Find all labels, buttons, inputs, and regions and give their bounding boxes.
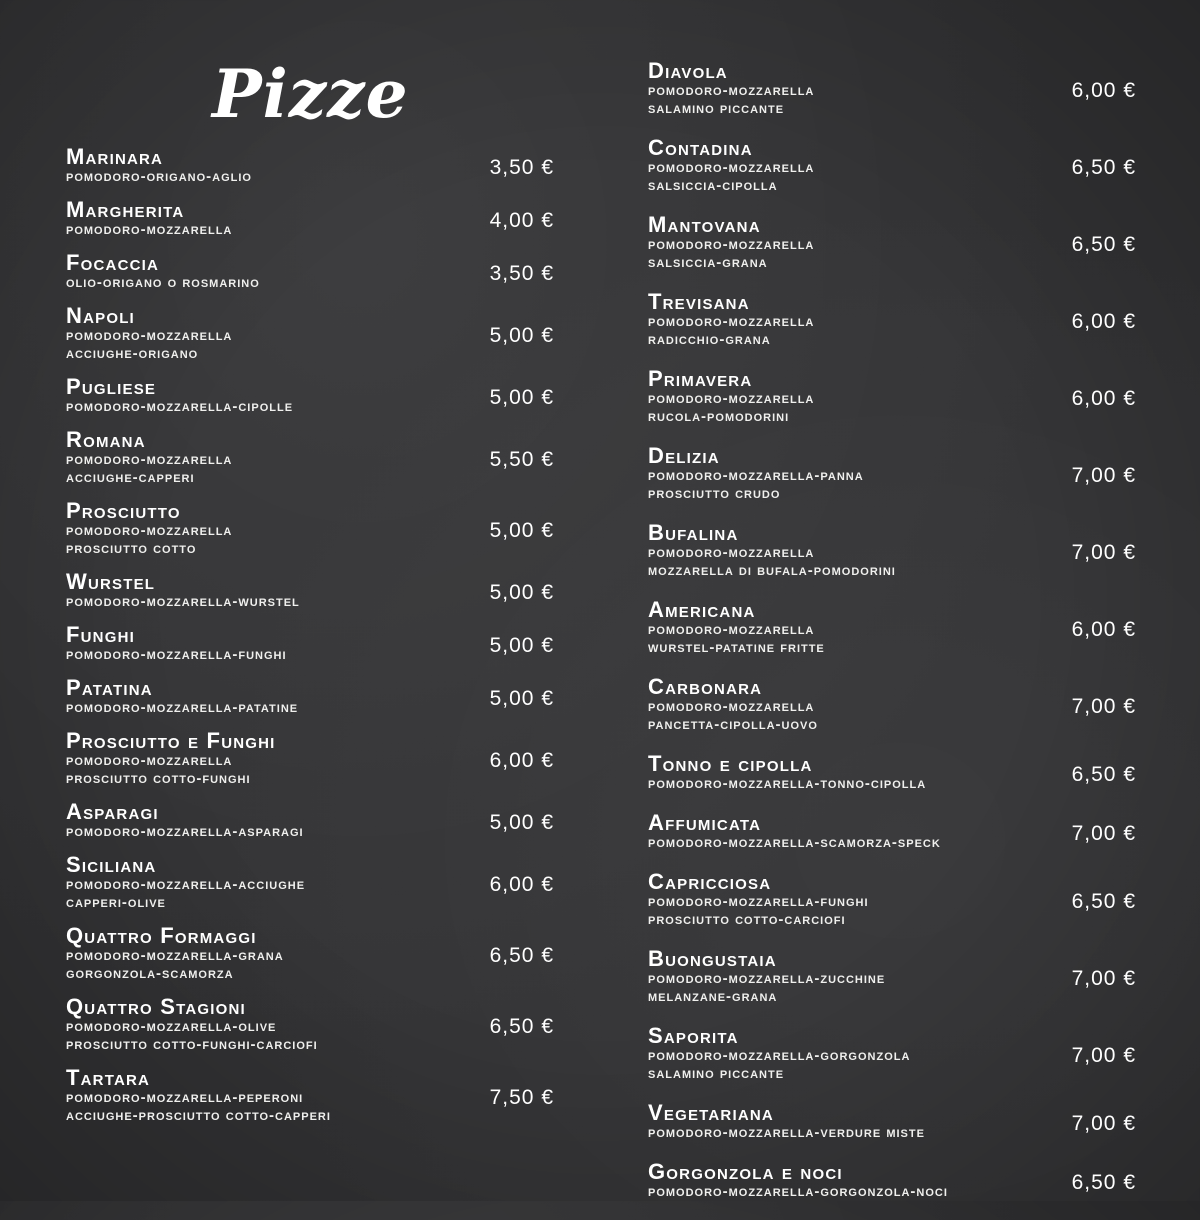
item-description: pomodoro-mozzarella-patatine	[66, 699, 299, 716]
item-description: pomodoro-mozzarella-funghi	[66, 646, 287, 663]
item-price: 6,00 €	[489, 749, 554, 772]
item-description: pancetta-cipolla-uovo	[648, 716, 818, 733]
menu-item	[66, 624, 558, 668]
item-name: Prosciutto	[66, 498, 181, 523]
menu-item	[648, 753, 1140, 797]
item-description: pomodoro-mozzarella	[648, 390, 815, 407]
item-description: salamino piccante	[648, 100, 785, 117]
item-name: Marinara	[66, 144, 164, 169]
item-name: Tonno e cipolla	[648, 751, 813, 776]
item-name: Prosciutto e Funghi	[66, 728, 276, 753]
menu-item	[648, 871, 1140, 933]
item-description: prosciutto crudo	[648, 485, 781, 502]
item-price: 6,00 €	[489, 873, 554, 896]
item-description: acciughe-capperi	[66, 469, 195, 486]
menu-item	[648, 948, 1140, 1010]
menu-column-left	[66, 146, 558, 1138]
item-name: Funghi	[66, 622, 135, 647]
item-price: 6,50 €	[489, 944, 554, 967]
item-name: Affumicata	[648, 810, 762, 835]
item-description: pomodoro-mozzarella-olive	[66, 1018, 277, 1035]
item-name: Focaccia	[66, 250, 160, 275]
menu-item	[648, 214, 1140, 276]
menu-item	[66, 996, 558, 1058]
item-name: Diavola	[648, 58, 728, 83]
menu-item	[648, 137, 1140, 199]
item-price: 5,00 €	[489, 386, 554, 409]
item-price: 6,50 €	[1071, 156, 1136, 179]
menu-item	[648, 522, 1140, 584]
item-price: 6,50 €	[1071, 890, 1136, 913]
item-description: prosciutto cotto-funghi	[66, 770, 251, 787]
item-price: 7,50 €	[489, 1086, 554, 1109]
item-name: Tartara	[66, 1065, 151, 1090]
menu-item	[66, 500, 558, 562]
menu-item	[648, 1025, 1140, 1087]
item-name: Siciliana	[66, 852, 157, 877]
item-description: mozzarella di bufala-pomodorini	[648, 562, 896, 579]
menu-item	[648, 368, 1140, 430]
item-price: 5,00 €	[489, 811, 554, 834]
item-description: pomodoro-mozzarella	[648, 544, 815, 561]
item-description: prosciutto cotto-carciofi	[648, 911, 846, 928]
item-price: 7,00 €	[1071, 541, 1136, 564]
item-name: Mantovana	[648, 212, 761, 237]
item-price: 7,00 €	[1071, 1112, 1136, 1135]
menu-item	[648, 676, 1140, 738]
item-name: Saporita	[648, 1023, 739, 1048]
item-name: Wurstel	[66, 569, 156, 594]
item-description: pomodoro-mozzarella-funghi	[648, 893, 869, 910]
item-name: Contadina	[648, 135, 753, 160]
item-price: 6,00 €	[1071, 310, 1136, 333]
item-price: 6,00 €	[1071, 618, 1136, 641]
item-description: pomodoro-mozzarella	[648, 82, 815, 99]
item-description: acciughe-prosciutto cotto-capperi	[66, 1107, 331, 1124]
item-description: pomodoro-mozzarella-acciughe	[66, 876, 306, 893]
item-description: pomodoro-mozzarella-verdure miste	[648, 1124, 925, 1141]
item-name: Capricciosa	[648, 869, 772, 894]
item-price: 7,00 €	[1071, 1044, 1136, 1067]
item-price: 5,00 €	[489, 324, 554, 347]
item-description: pomodoro-mozzarella	[66, 327, 233, 344]
item-name: Pugliese	[66, 374, 157, 399]
item-name: Bufalina	[648, 520, 739, 545]
menu-title: Pizze	[212, 55, 409, 133]
item-price: 6,00 €	[1071, 79, 1136, 102]
menu-item	[648, 1102, 1140, 1146]
item-price: 6,50 €	[1071, 233, 1136, 256]
item-price: 6,50 €	[1071, 763, 1136, 786]
menu-item	[66, 571, 558, 615]
item-description: pomodoro-mozzarella-peperoni	[66, 1089, 304, 1106]
menu-item	[66, 801, 558, 845]
item-name: Trevisana	[648, 289, 750, 314]
menu-item	[66, 146, 558, 190]
item-description: salsiccia-cipolla	[648, 177, 778, 194]
menu-column-right	[648, 60, 1140, 1220]
item-price: 5,00 €	[489, 519, 554, 542]
menu-item	[66, 429, 558, 491]
item-description: prosciutto cotto	[66, 540, 197, 557]
item-name: Vegetariana	[648, 1100, 774, 1125]
item-description: pomodoro-mozzarella	[66, 752, 233, 769]
menu-item	[66, 376, 558, 420]
item-price: 3,50 €	[489, 156, 554, 179]
item-price: 7,00 €	[1071, 695, 1136, 718]
item-description: pomodoro-mozzarella	[648, 698, 815, 715]
menu-item	[66, 199, 558, 243]
item-price: 7,00 €	[1071, 464, 1136, 487]
item-price: 5,00 €	[489, 687, 554, 710]
item-name: Quattro Stagioni	[66, 994, 246, 1019]
item-price: 6,50 €	[489, 1015, 554, 1038]
item-price: 7,00 €	[1071, 967, 1136, 990]
menu-item	[648, 445, 1140, 507]
item-description: rucola-pomodorini	[648, 408, 790, 425]
item-description: acciughe-origano	[66, 345, 199, 362]
menu-item	[66, 305, 558, 367]
menu-item	[648, 60, 1140, 122]
item-description: pomodoro-mozzarella-grana	[66, 947, 284, 964]
item-description: prosciutto cotto-funghi-carciofi	[66, 1036, 318, 1053]
item-name: Delizia	[648, 443, 720, 468]
item-name: Carbonara	[648, 674, 763, 699]
item-description: melanzane-grana	[648, 988, 778, 1005]
menu-item	[66, 252, 558, 296]
menu-item	[648, 291, 1140, 353]
menu-item	[66, 925, 558, 987]
item-name: Quattro Formaggi	[66, 923, 257, 948]
item-description: olio-origano o rosmarino	[66, 274, 260, 291]
menu-item	[66, 1067, 558, 1129]
item-price: 5,50 €	[489, 448, 554, 471]
item-description: pomodoro-mozzarella	[648, 236, 815, 253]
item-description: pomodoro-mozzarella	[66, 522, 233, 539]
item-description: pomodoro-mozzarella-panna	[648, 467, 864, 484]
item-description: radicchio-grana	[648, 331, 771, 348]
item-description: pomodoro-mozzarella	[648, 621, 815, 638]
item-name: Margherita	[66, 197, 185, 222]
item-description: pomodoro-mozzarella	[648, 313, 815, 330]
item-name: Napoli	[66, 303, 135, 328]
item-description: pomodoro-mozzarella-gorgonzola	[648, 1047, 911, 1064]
item-description: gorgonzola-scamorza	[66, 965, 234, 982]
item-price: 4,00 €	[489, 209, 554, 232]
item-name: Primavera	[648, 366, 753, 391]
item-description: pomodoro-mozzarella	[66, 451, 233, 468]
item-description: salamino piccante	[648, 1065, 785, 1082]
item-description: pomodoro-mozzarella-gorgonzola-noci	[648, 1183, 948, 1200]
menu-item	[648, 599, 1140, 661]
item-description: pomodoro-mozzarella-tonno-cipolla	[648, 775, 927, 792]
item-price: 6,50 €	[1071, 1171, 1136, 1194]
item-description: capperi-olive	[66, 894, 166, 911]
item-description: pomodoro-mozzarella-wurstel	[66, 593, 300, 610]
item-name: Romana	[66, 427, 146, 452]
item-description: wurstel-patatine fritte	[648, 639, 825, 656]
menu-item	[66, 854, 558, 916]
item-name: Asparagi	[66, 799, 159, 824]
item-description: pomodoro-mozzarella	[66, 221, 233, 238]
item-name: Buongustaia	[648, 946, 777, 971]
menu-item	[66, 730, 558, 792]
item-description: pomodoro-mozzarella-asparagi	[66, 823, 304, 840]
item-price: 3,50 €	[489, 262, 554, 285]
item-price: 5,00 €	[489, 581, 554, 604]
item-name: Gorgonzola e noci	[648, 1159, 843, 1184]
menu-item	[66, 677, 558, 721]
item-description: pomodoro-mozzarella	[648, 159, 815, 176]
item-price: 7,00 €	[1071, 822, 1136, 845]
item-name: Americana	[648, 597, 756, 622]
item-name: Patatina	[66, 675, 153, 700]
item-description: pomodoro-mozzarella-zucchine	[648, 970, 886, 987]
menu-item	[648, 1161, 1140, 1205]
item-description: pomodoro-origano-aglio	[66, 168, 252, 185]
item-description: salsiccia-grana	[648, 254, 768, 271]
menu-item	[648, 812, 1140, 856]
item-description: pomodoro-mozzarella-cipolle	[66, 398, 294, 415]
item-price: 6,00 €	[1071, 387, 1136, 410]
item-price: 5,00 €	[489, 634, 554, 657]
item-description: pomodoro-mozzarella-scamorza-speck	[648, 834, 941, 851]
